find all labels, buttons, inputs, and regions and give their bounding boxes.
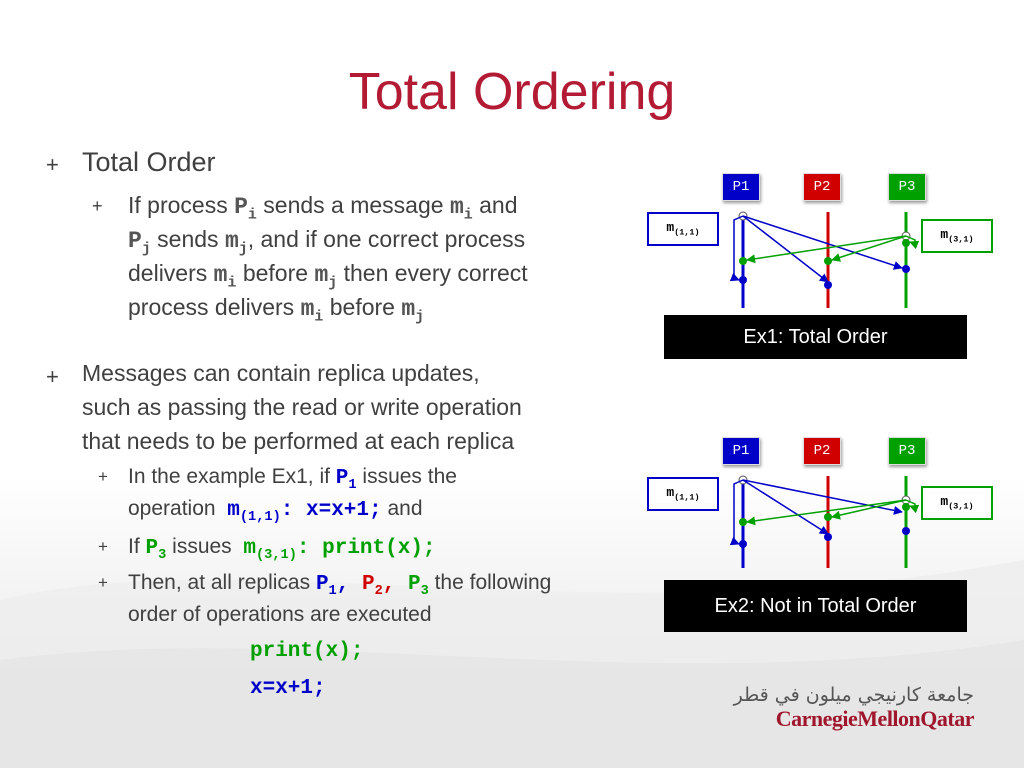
bullet-marker: + [92, 196, 103, 216]
process-p3: $P_3$ [407, 573, 429, 600]
operation-m31: $m_{(3,1)}$: print(x); [243, 537, 436, 564]
bullet-line: Messages can contain replica updates, [82, 360, 480, 386]
text: delivers [128, 260, 214, 286]
process-label-p1: P1 [722, 437, 760, 465]
text: and [472, 192, 518, 218]
text: the following [428, 571, 552, 594]
sub-bullet-line: order of operations are executed [128, 603, 432, 626]
text: sends [150, 226, 225, 252]
process-p1: $P_1$ [315, 573, 337, 600]
process-label-p3: P3 [888, 173, 926, 201]
logo-wordmark: CarnegieMellonQatar [775, 706, 974, 731]
code-print: print(x); [250, 640, 364, 663]
text: and [381, 497, 423, 520]
message-label-m11: $m_{(1,1)}$ [651, 220, 715, 238]
slide-title: Total Ordering [348, 63, 676, 121]
text: sends a message [256, 192, 450, 218]
text: In the example Ex1, if [128, 465, 336, 488]
bullet-total-order: Total Order [82, 147, 216, 177]
text: issues the [356, 465, 457, 488]
separator: , [382, 573, 408, 596]
bullet-marker: + [98, 537, 108, 556]
code-increment: x=x+1; [250, 677, 326, 700]
bullet-marker: + [98, 467, 108, 486]
text: If [128, 535, 146, 558]
text: , and if one correct process [247, 226, 526, 252]
message-mi: $m_i$ [300, 296, 324, 326]
operation-m11: $m_{(1,1)}$: x=x+1; [227, 499, 382, 526]
message-label-m11: $m_{(1,1)}$ [651, 485, 715, 503]
process-p2: $P_2$ [361, 573, 383, 600]
bullet-line: that needs to be performed at each replica [82, 428, 515, 454]
text: If process [128, 192, 235, 218]
text: issues [166, 535, 238, 558]
text: Then, at all replicas [128, 571, 316, 594]
deliver-event [902, 503, 910, 511]
caption-ex1: Ex1: Total Order [664, 315, 967, 359]
bullet-line: such as passing the read or write operation [82, 394, 522, 420]
process-pj: $P_j$ [128, 228, 151, 258]
process-label-p1: P1 [722, 173, 760, 201]
message-label-m31: $m_{(3,1)}$ [925, 227, 989, 245]
deliver-event [739, 518, 747, 526]
bullet-marker: + [46, 364, 59, 389]
cmu-qatar-logo [733, 684, 974, 732]
bullet-marker: + [46, 152, 59, 177]
process-pi: $P_i$ [234, 194, 257, 224]
process-label-p2: P2 [803, 173, 841, 201]
caption-ex2: Ex2: Not in Total Order [664, 580, 967, 632]
text: before [236, 260, 315, 286]
logo-arabic-text: جامعة كارنيجي ميلون في قطر [733, 684, 974, 706]
text: before [323, 294, 402, 320]
bullet-marker: + [98, 573, 108, 592]
deliver-event [824, 533, 832, 541]
message-mi: $m_i$ [449, 194, 473, 224]
process-label-p2: P2 [803, 437, 841, 465]
message-label-m31: $m_{(3,1)}$ [925, 494, 989, 512]
text: process delivers [128, 294, 301, 320]
process-p1: $P_1$ [335, 467, 357, 494]
process-p3: $P_3$ [145, 537, 167, 564]
message-mi: $m_i$ [213, 262, 237, 292]
text: then every correct [337, 260, 528, 286]
text: operation [128, 497, 222, 520]
deliver-event [902, 527, 910, 535]
message-mj: $m_j$ [314, 262, 338, 292]
message-mj: $m_j$ [224, 228, 248, 258]
deliver-event [739, 540, 747, 548]
process-label-p3: P3 [888, 437, 926, 465]
deliver-event [824, 513, 832, 521]
message-mj: $m_j$ [401, 296, 425, 326]
separator: , [336, 573, 362, 596]
